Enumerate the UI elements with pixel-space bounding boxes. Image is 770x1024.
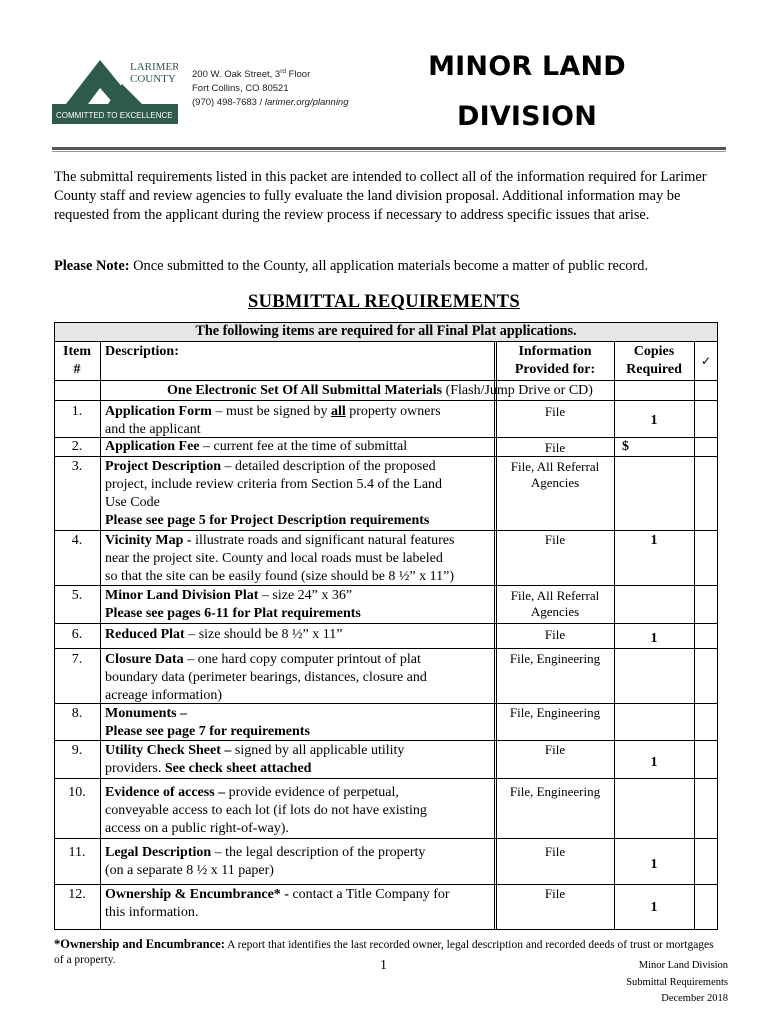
row-9-copies: 1: [650, 755, 658, 770]
header-copies: Copies Required: [626, 344, 682, 377]
page-number: 1: [380, 958, 387, 973]
office-address: [192, 68, 382, 110]
title-line-1: MINOR LAND: [428, 51, 626, 82]
public-record-note: Please Note: Once submitted to the County, all application materials become a matter of public record.: [54, 258, 649, 274]
row-1-number: 1.: [71, 404, 83, 419]
row-9-description: Utility Check Sheet – signed by all applicable utility providers. See check sheet attached: [105, 743, 405, 776]
row-4-number: 4.: [71, 533, 83, 548]
row-12-number: 12.: [68, 887, 86, 902]
row-11-copies: 1: [650, 857, 658, 872]
row-5-number: 5.: [71, 588, 83, 603]
ownership-footnote: *Ownership and Encumbrance: A report that identifies the last recorded owner, legal description and recorded deeds of trust or mortgages of a property.: [54, 937, 714, 966]
title-line-2: DIVISION: [456, 101, 598, 132]
logo-line-2: COUNTY: [130, 73, 176, 85]
section-title: SUBMITTAL REQUIREMENTS: [248, 292, 520, 312]
footer-line-3: December 2018: [661, 993, 728, 1004]
row-3-number: 3.: [71, 459, 83, 474]
row-10-description: Evidence of access – provide evidence of perpetual, conveyable access to each lot (if lots do not have existing access on a public right-of-way).: [105, 785, 427, 836]
row-1-copies: 1: [650, 413, 658, 428]
row-1-description: Application Form – must be signed by all property owners and the applicant: [105, 404, 441, 437]
footer-line-1: Minor Land Division: [638, 960, 728, 971]
row-8-info: File, Engineering: [509, 705, 601, 720]
row-4-info: File: [544, 532, 566, 547]
header-divider-thin: [52, 151, 726, 152]
row-8-number: 8.: [71, 706, 83, 721]
row-2-copies: $: [622, 439, 629, 454]
row-7-number: 7.: [71, 652, 83, 667]
address-contact: (970) 498-7683 / larimer.org/planning: [192, 97, 349, 108]
row-4-description: Vicinity Map - illustrate roads and significant natural features near the project site. County and local roads must be labeled so that the site can be easily found (size should be 8 ½” x 11”): [105, 533, 455, 584]
row-5-description: Minor Land Division Plat – size 24” x 36” Please see pages 6-11 for Plat requirements: [105, 588, 361, 621]
row-6-number: 6.: [71, 627, 83, 642]
row-7-description: Closure Data – one hard copy computer printout of plat boundary data (perimeter bearings, distances, closure and acreage information): [105, 652, 427, 703]
row-11-number: 11.: [68, 845, 86, 860]
header-item: Item #: [63, 344, 91, 377]
row-5-info: File, All Referral Agencies: [510, 588, 600, 619]
header-divider: [52, 147, 726, 150]
row-12-info: File: [544, 886, 566, 901]
row-9-number: 9.: [71, 743, 83, 758]
row-4-copies: 1: [650, 533, 658, 548]
address-street: 200 W. Oak Street, 3rd Floor: [192, 68, 311, 80]
row-12-description: Ownership & Encumbrance* - contact a Title Company for this information.: [105, 887, 450, 920]
row-8-description: Monuments – Please see page 7 for requirements: [105, 706, 310, 739]
row-10-number: 10.: [68, 785, 86, 800]
logo-line-1: LARIMER: [130, 61, 178, 73]
row-2-info: File: [544, 440, 566, 455]
row-6-copies: 1: [650, 631, 658, 646]
row-6-description: Reduced Plat – size should be 8 ½” x 11”: [105, 627, 343, 642]
row-3-description: Project Description – detailed description of the proposed project, include review criteria from Section 5.4 of the Land Use Code Please see page 5 for Project Description requirements: [105, 459, 443, 528]
submittal-requirements-table: [54, 322, 718, 930]
row-7-info: File, Engineering: [509, 651, 601, 666]
footer-doc-info: [580, 958, 728, 1008]
row-9-info: File: [544, 742, 566, 757]
mountain-logo-icon: [52, 54, 178, 124]
header-information: Information Provided for:: [514, 344, 596, 377]
row-1-info: File: [544, 404, 566, 419]
row-2-description: Application Fee – current fee at the time of submittal: [105, 439, 408, 454]
header-check-icon: ✓: [700, 354, 712, 368]
logo-tagline: COMMITTED TO EXCELLENCE: [56, 111, 173, 120]
row-3-info: File, All Referral Agencies: [510, 459, 600, 490]
row-2-number: 2.: [71, 439, 83, 454]
row-10-info: File, Engineering: [509, 784, 601, 799]
document-title: [392, 42, 662, 142]
header-description: Description:: [105, 344, 179, 359]
table-title-row: The following items are required for all Final Plat applications.: [195, 323, 577, 339]
website-link[interactable]: larimer.org/planning: [264, 97, 349, 108]
address-city: Fort Collins, CO 80521: [192, 83, 289, 94]
row-12-copies: 1: [650, 900, 658, 915]
row-11-description: Legal Description – the legal description of the property (on a separate 8 ½ x 11 paper): [105, 845, 426, 878]
larimer-county-logo: [52, 54, 178, 124]
row-11-info: File: [544, 844, 566, 859]
footer-line-2: Submittal Requirements: [626, 976, 728, 988]
electronic-set-row: One Electronic Set Of All Submittal Materials (Flash/Jump Drive or CD): [167, 383, 593, 398]
intro-paragraph: The submittal requirements listed in this packet are intended to collect all of the information required for Larimer County staff and review agencies to fully evaluate the land division proposal. Additional information may be requested from the applicant during the review process if necessary to address specific issues that arise.: [54, 169, 707, 223]
row-6-info: File: [544, 627, 566, 642]
